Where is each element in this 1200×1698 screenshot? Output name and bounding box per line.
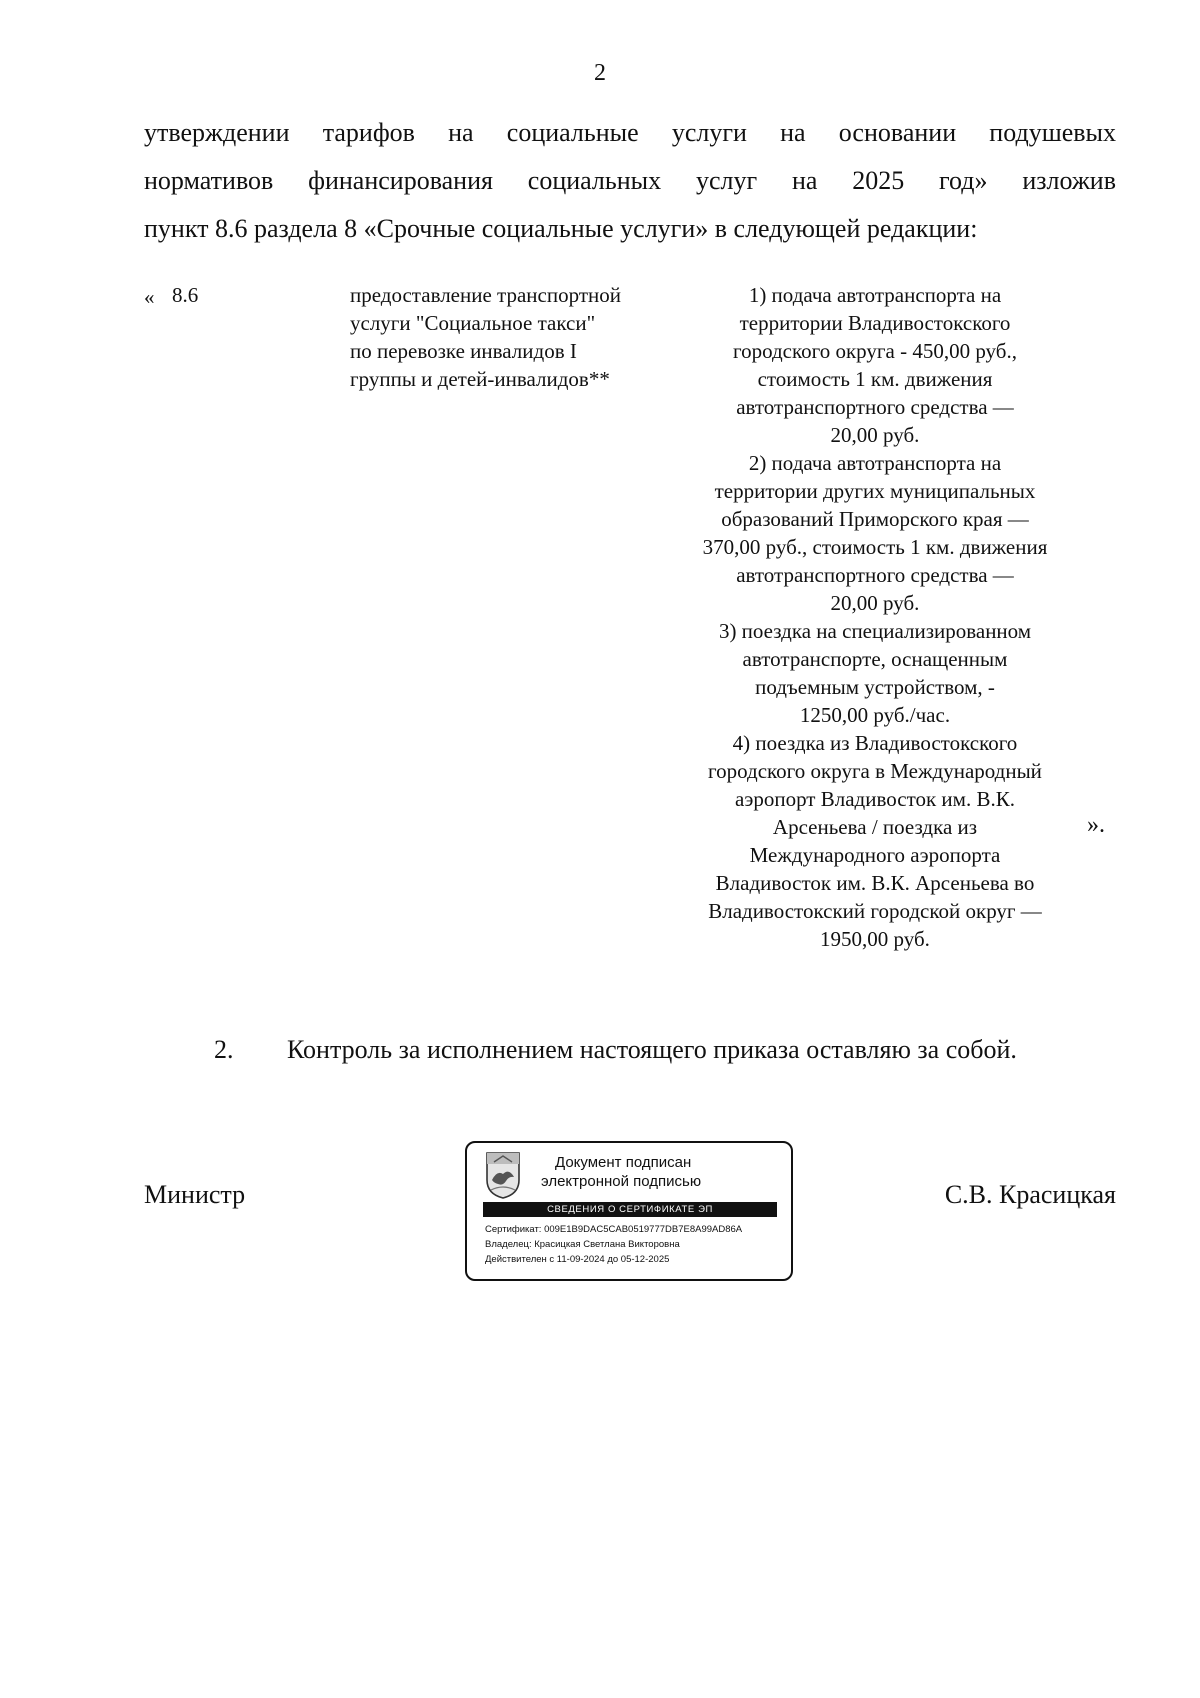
certificate-details: [485, 1222, 742, 1267]
certificate-owner: Владелец: Красицкая Светлана Викторовна: [485, 1239, 680, 1250]
tariff-line: территории других муниципальных: [714, 479, 1036, 503]
certificate-validity: Действителен с 11-09-2024 до 05-12-2025: [485, 1254, 670, 1265]
tariff-line: автотранспортного средства —: [736, 563, 1014, 587]
stamp-title: [541, 1153, 701, 1191]
tariff-line: территории Владивостокского: [739, 311, 1011, 335]
service-name-cell: [350, 281, 680, 393]
intro-line-1: утверждении тарифов на социальные услуги на основании подушевых: [144, 118, 1116, 147]
tariff-line: подъемным устройством, -: [755, 675, 995, 699]
stamp-title-line-2: электронной подписью: [541, 1173, 702, 1190]
service-name-line: услуги "Социальное такси": [350, 311, 596, 335]
control-point-number: 2.: [214, 1035, 234, 1064]
item-number: 8.6: [172, 283, 199, 307]
control-point-text: Контроль за исполнением настоящего приказа оставляю за собой.: [287, 1035, 1017, 1064]
e-signature-stamp: [465, 1141, 793, 1281]
tariff-line: 1950,00 руб.: [820, 927, 930, 951]
intro-paragraph: [144, 109, 1116, 253]
signer-position: Министр: [144, 1180, 246, 1209]
tariff-line: Международного аэропорта: [749, 843, 1001, 867]
coat-of-arms-icon: [483, 1150, 523, 1200]
intro-line-3: пункт 8.6 раздела 8 «Срочные социальные услуги» в следующей редакции:: [144, 214, 978, 243]
tariff-line: автотранспортного средства —: [736, 395, 1014, 419]
tariff-line: Владивостокский городской округ —: [708, 899, 1042, 923]
service-name-line: по перевозке инвалидов I: [350, 339, 577, 363]
certificate-number: Сертификат: 009E1B9DAC5CAB0519777DB7E8A99AD86A: [485, 1224, 743, 1235]
tariff-line: городского округа - 450,00 руб.,: [733, 339, 1017, 363]
tariff-line: Владивосток им. В.К. Арсеньева во: [715, 871, 1035, 895]
tariff-cell: [658, 281, 1092, 953]
intro-line-2: нормативов финансирования социальных услуг на 2025 год» изложив: [144, 166, 1116, 195]
stamp-title-line-1: Документ подписан: [555, 1154, 692, 1171]
signer-name: С.В. Красицкая: [944, 1180, 1116, 1209]
tariff-line: стоимость 1 км. движения: [757, 367, 993, 391]
tariff-line: Арсеньева / поездка из: [772, 815, 978, 839]
tariff-line: 3) поездка на специализированном: [718, 619, 1032, 643]
tariff-line: 2) подача автотранспорта на: [748, 451, 1002, 475]
tariff-line: 20,00 руб.: [830, 591, 920, 615]
certificate-info-bar: СВЕДЕНИЯ О СЕРТИФИКАТЕ ЭП: [483, 1202, 777, 1217]
tariff-line: 20,00 руб.: [830, 423, 920, 447]
tariff-line: автотранспорте, оснащенным: [742, 647, 1008, 671]
tariff-line: городского округа в Международный: [708, 759, 1042, 783]
page-number: 2: [594, 60, 606, 86]
tariff-line: образований Приморского края —: [721, 507, 1029, 531]
tariff-line: аэропорт Владивосток им. В.К.: [735, 787, 1015, 811]
tariff-line: 370,00 руб., стоимость 1 км. движения: [702, 535, 1048, 559]
close-quote: ».: [1087, 812, 1105, 838]
open-quote: «: [144, 285, 155, 309]
service-name-line: предоставление транспортной: [350, 283, 621, 307]
service-name-line: группы и детей-инвалидов**: [350, 367, 610, 391]
tariff-line: 1) подача автотранспорта на: [748, 283, 1002, 307]
tariff-line: 4) поездка из Владивостокского: [732, 731, 1018, 755]
tariff-line: 1250,00 руб./час.: [799, 703, 951, 727]
